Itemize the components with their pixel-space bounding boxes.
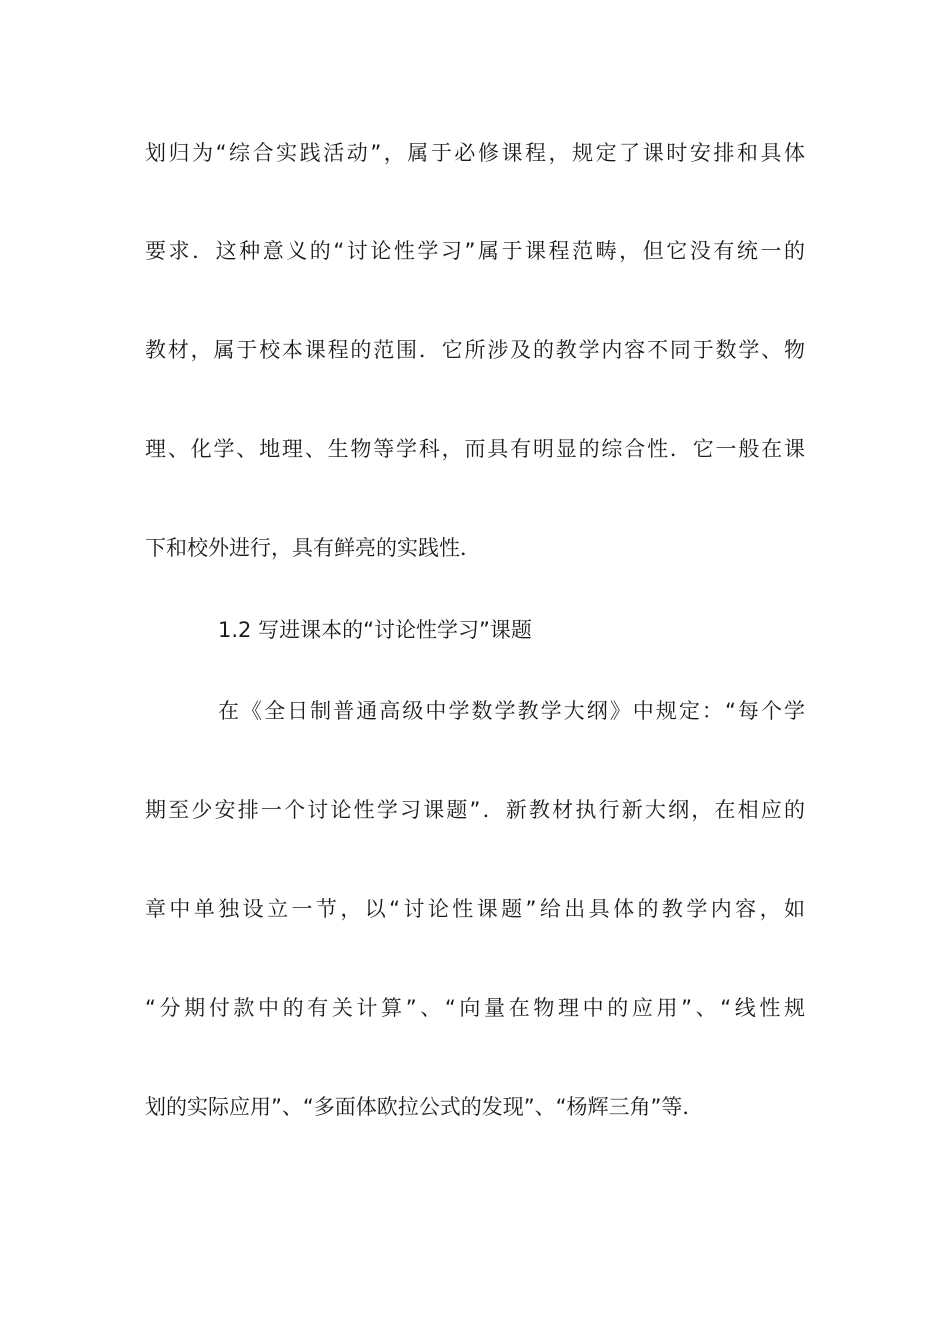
body-text-line: 在《全日制普通高级中学数学教学大纲》中规定：“每个学 [218,699,805,723]
body-text-line: 划归为“综合实践活动”，属于必修课程，规定了课时安排和具体 [145,141,805,165]
section-heading: 1.2 写进课本的“讨论性学习”课题 [218,618,532,642]
body-text-line: “分期付款中的有关计算”、“向量在物理中的应用”、“线性规 [145,996,805,1020]
body-text-line: 划的实际应用”、“多面体欧拉公式的发现”、“杨辉三角”等． [145,1095,704,1119]
body-text-line: 要求．这种意义的“讨论性学习”属于课程范畴，但它没有统一的 [145,239,805,263]
body-text-line: 期至少安排一个讨论性学习课题”．新教材执行新大纲，在相应的 [145,798,805,822]
body-text-line: 教材，属于校本课程的范围．它所涉及的教学内容不同于数学、物 [145,338,805,362]
body-text-line: 章中单独设立一节，以“讨论性课题”给出具体的教学内容，如 [145,897,805,921]
body-text-line: 理、化学、地理、生物等学科，而具有明显的综合性．它一般在课 [145,437,805,461]
body-text-line: 下和校外进行，具有鲜亮的实践性． [145,536,481,560]
